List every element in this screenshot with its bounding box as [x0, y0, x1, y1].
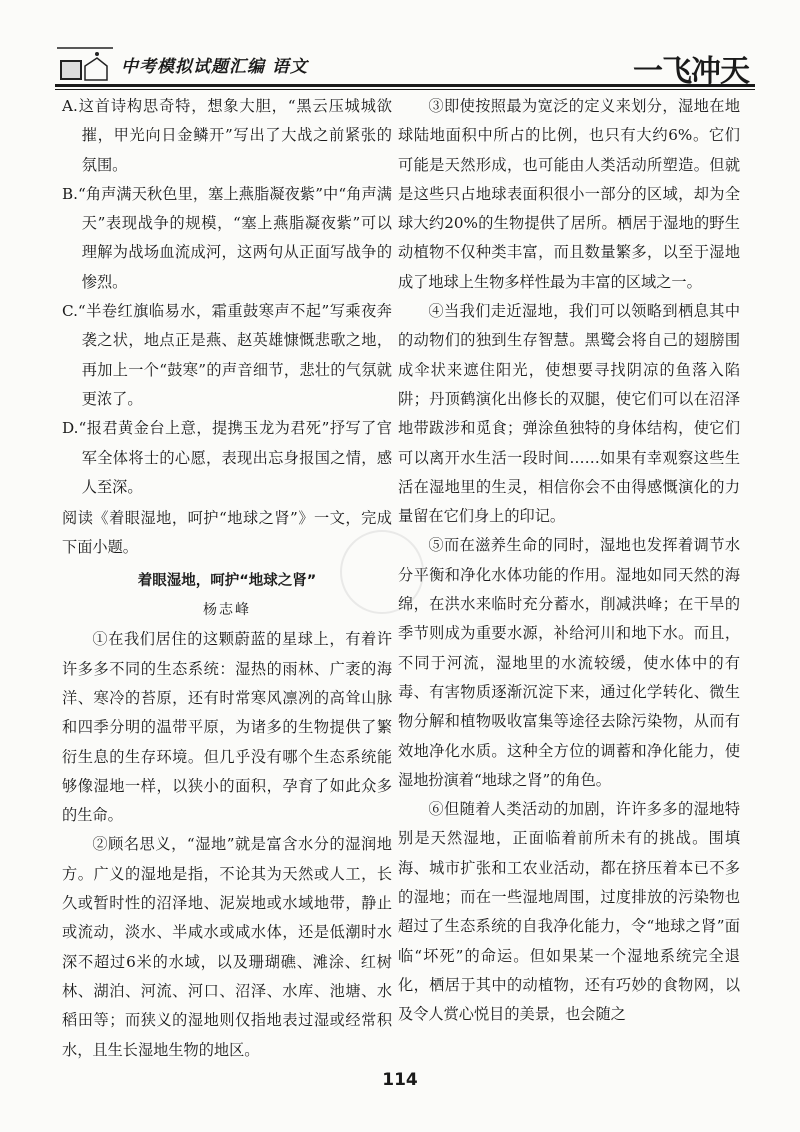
paragraph-3: ③即使按照最为宽泛的定义来划分，湿地在地球陆地面积中所占的比例，也只有大约6%。它们可能是天然形成，也可能由人类活动所塑造。但就是这些只占地球表面积很小一部分的区域，却为全球大约20%的生物提供了居所。栖居于湿地的野生动植物不仅种类丰富，而且数量繁多，以至于湿地成了地球上生物多样性最为丰富的区域之一。	[398, 97, 740, 291]
option-b: B.“角声满天秋色里，塞上燕脂凝夜紫”中“角声满天”表现战争的规模，“塞上燕脂凝夜紫”可以理解为战场血流成河，这两句从正面写战争的惨烈。	[62, 184, 392, 291]
option-c: C.“半卷红旗临易水，霜重鼓寒声不起”写乘夜奔袭之状，地点正是燕、赵英雄慷慨悲歌之地，再加上一个“鼓寒”的声音细节，悲壮的气氛就更浓了。	[62, 302, 392, 408]
header-rule-thin	[55, 89, 755, 90]
brand-logo-text: 一飞冲天	[633, 54, 749, 89]
book-logo-icon	[57, 46, 113, 84]
option-d: D.“报君黄金台上意，提携玉龙为君死”抒写了官军全体将士的心愿，表现出忘身报国之情，感人至深。	[62, 419, 392, 496]
option-a: A.这首诗构思奇特，想象大胆，“黑云压城城欲摧，甲光向日金鳞开”写出了大战之前紧张的氛围。	[62, 97, 392, 174]
page-number: 114	[382, 1070, 418, 1090]
reading-instruction: 阅读《着眼湿地，呵护“地球之肾”》一文，完成下面小题。	[62, 509, 392, 557]
article-author: 杨志峰	[203, 602, 251, 619]
paragraph-2: ②顾名思义，“湿地”就是富含水分的湿润地方。广义的湿地是指，不论其为天然或人工，长久或暂时性的沼泽地、泥炭地或水域地带，静止或流动，淡水、半咸水或咸水体，还是低潮时水深不超过6米的水域，以及珊瑚礁、滩涂、红树林、湖泊、河流、河口、沼泽、水库、池塘、水稻田等；而狭义的湿地则仅指地表过湿或经常积水，且生长湿地生物的地区。	[62, 835, 392, 1059]
paragraph-6: ⑥但随着人类活动的加剧，许许多多的湿地特别是天然湿地，正面临着前所未有的挑战。围填海、城市扩张和工农业活动，都在挤压着本已不多的湿地；而在一些湿地周围，过度排放的污染物也超过了生态系统的自我净化能力，令“地球之肾”面临“坏死”的命运。但如果某一个湿地系统完全退化，栖居于其中的动植物，还有巧妙的食物网，以及令人赏心悦目的美景，也会随之	[398, 800, 740, 1024]
page-header	[55, 46, 755, 88]
article-title: 着眼湿地，呵护“地球之肾”	[137, 572, 317, 589]
header-rule	[55, 84, 755, 87]
paragraph-5: ⑤而在滋养生命的同时，湿地也发挥着调节水分平衡和净化水体功能的作用。湿地如同天然的海绵，在洪水来临时充分蓄水，削减洪峰；在干旱的季节则成为重要水源，补给河川和地下水。而且，不同于河流，湿地里的水流较缓，使水体中的有毒、有害物质逐渐沉淀下来，通过化学转化、微生物分解和植物吸收富集等途径去除污染物，从而有效地净化水质。这种全方位的调蓄和净化能力，使湿地扮演着“地球之肾”的角色。	[398, 536, 740, 789]
book-title: 中考模拟试题汇编 语文	[121, 57, 308, 77]
right-column	[398, 92, 740, 1030]
faded-stamp-mark	[340, 530, 424, 614]
paragraph-4: ④当我们走近湿地，我们可以领略到栖息其中的动物们的独到生存智慧。黑鹭会将自己的翅膀围成伞状来遮住阳光，使想要寻找阴凉的鱼落入陷阱；丹顶鹤演化出修长的双腿，使它们可以在沼泽地带跋涉和觅食；弹涂鱼独特的身体结构，使它们可以离开水生活一段时间……如果有幸观察这些生活在湿地里的生灵，相信你会不由得感慨演化的力量留在它们身上的印记。	[398, 302, 740, 526]
paragraph-1: ①在我们居住的这颗蔚蓝的星球上，有着许许多多不同的生态系统：湿热的雨林、广袤的海洋、寒冷的苔原，还有时常寒风凛冽的高耸山脉和四季分明的温带平原，为诸多的生物提供了繁衍生息的生存环境。但几乎没有哪个生态系统能够像湿地一样，以狭小的面积，孕育了如此众多的生命。	[62, 630, 392, 825]
